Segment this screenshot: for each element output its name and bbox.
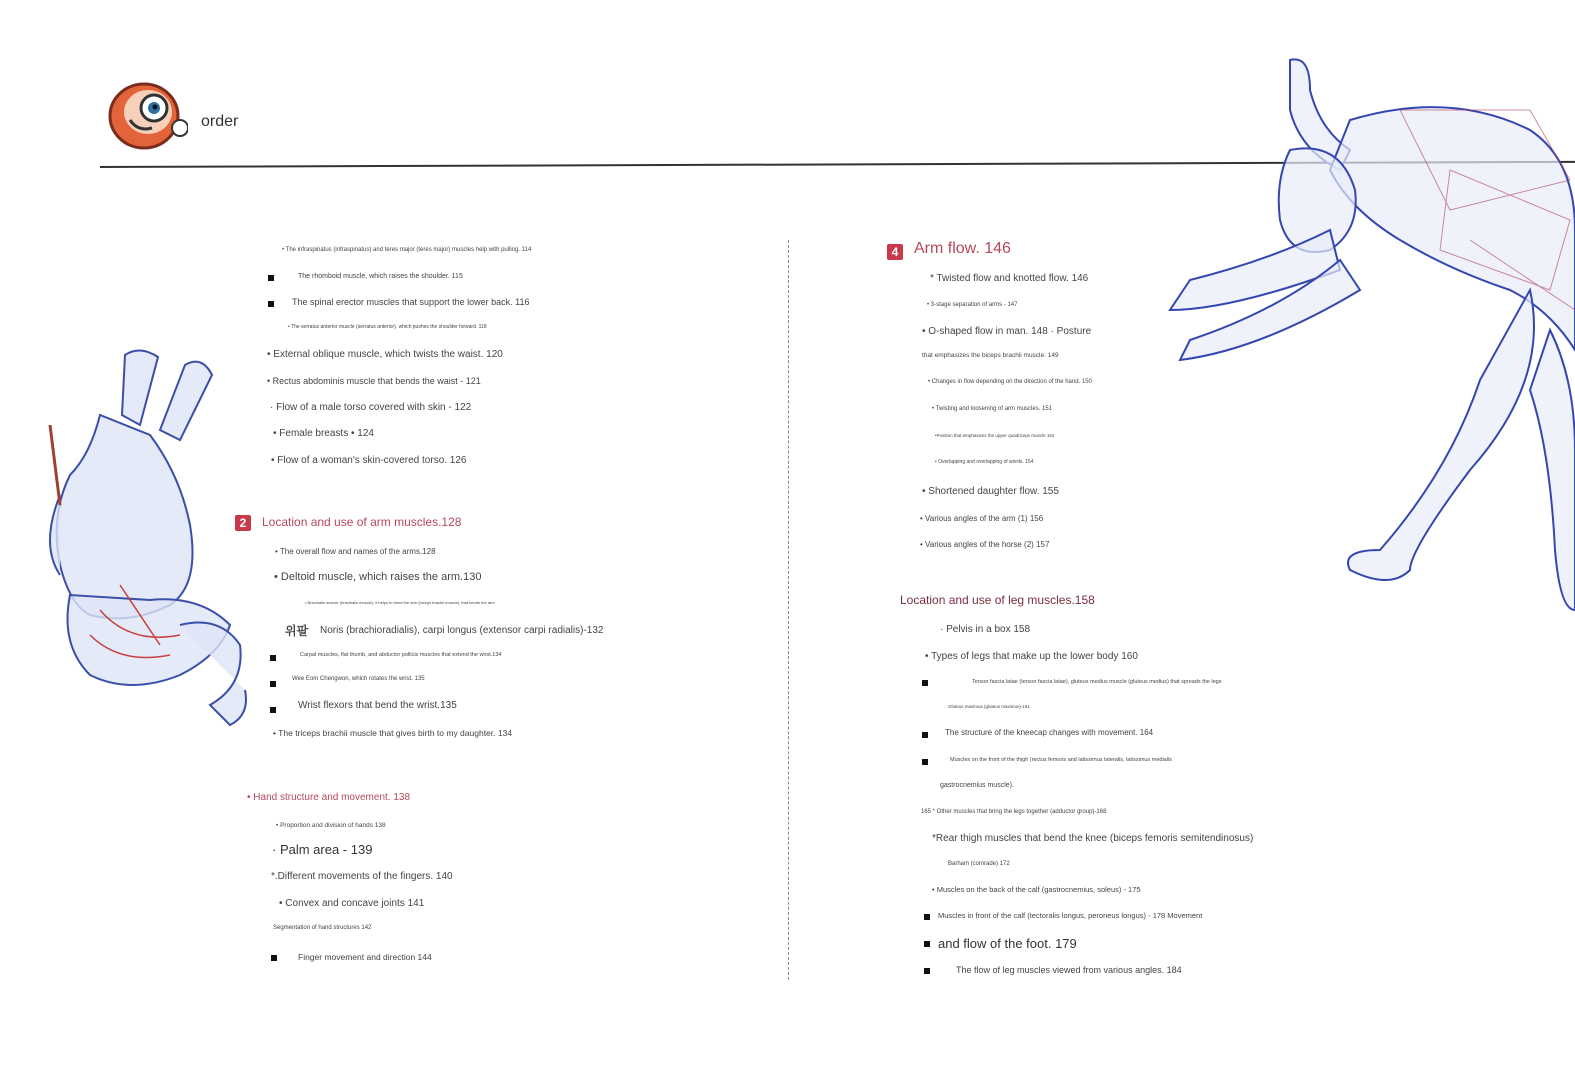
bullet-square-icon	[270, 655, 276, 661]
section-number-badge: 4	[887, 244, 903, 260]
toc-entry: • Various angles of the horse (2) 157	[920, 540, 1050, 549]
bullet-square-icon	[922, 680, 928, 686]
toc-entry: The spinal erector muscles that support the lower back. 116	[292, 297, 530, 307]
seated-figure-drawing-icon	[30, 345, 260, 735]
toc-entry: • Deltoid muscle, which raises the arm.130	[274, 571, 482, 583]
column-divider	[788, 240, 789, 980]
dynamic-figure-drawing-icon	[1150, 50, 1575, 630]
toc-entry: • Shortened daughter flow. 155	[922, 486, 1059, 497]
toc-entry: • The overall flow and names of the arms.128	[275, 547, 436, 556]
toc-entry: • Proportion and division of hands 138	[276, 822, 386, 829]
toc-entry: * Twisted flow and knotted flow. 146	[930, 273, 1089, 284]
bullet-square-icon	[924, 968, 930, 974]
toc-entry: • Twisting and loosening of arm muscles. 151	[932, 406, 1053, 412]
toc-entry: The rhomboid muscle, which raises the shoulder. 115	[298, 273, 463, 280]
toc-entry: Wrist flexors that bend the wrist.135	[298, 700, 457, 711]
toc-entry: 165 * Other muscles that bring the legs together (adductor group)-168	[921, 809, 1107, 815]
toc-entry: and flow of the foot. 179	[938, 936, 1077, 951]
bullet-square-icon	[271, 955, 277, 961]
toc-entry: · Flow of a male torso covered with skin - 122	[270, 402, 472, 413]
toc-entry: Carpal muscles, flat thumb, and abductor pollicis muscles that extend the wrist.134	[300, 652, 502, 658]
section-number-badge: 2	[235, 515, 251, 531]
bullet-square-icon	[270, 707, 276, 713]
toc-entry: Finger movement and direction 144	[298, 952, 432, 962]
toc-entry: Tensor fascia latae (tensor fascia latae), gluteus medius muscle (gluteus medius) that spreads the legs	[972, 679, 1222, 685]
section-title: Location and use of leg muscles.158	[900, 593, 1095, 607]
bullet-square-icon	[922, 759, 928, 765]
toc-entry: Barham (comrade) 172	[948, 861, 1010, 867]
toc-entry: gastrocnemius muscle).	[940, 782, 1014, 789]
toc-entry: Muscles in front of the calf (tectoralis longus, peroneus longus) - 178 Movement	[938, 911, 1203, 920]
toc-entry: 위팔	[285, 624, 309, 638]
toc-entry: Gluteus maximus (gluteus maximus)-161	[948, 704, 1030, 709]
toc-entry: • The triceps brachii muscle that gives birth to my daughter. 134	[273, 728, 513, 738]
toc-entry: • The infraspinatus (infraspinatus) and teres major (teres major) muscles help with pulling. 114	[282, 247, 532, 253]
toc-entry: • O-shaped flow in man. 148 · Posture	[922, 326, 1092, 337]
bullet-square-icon	[268, 301, 274, 307]
toc-entry: *Rear thigh muscles that bend the knee (biceps femoris semitendinosus)	[932, 833, 1254, 844]
toc-entry: Muscles on the front of the thigh (rectus femoris and latissimus lateralis, latissimus medialis	[950, 757, 1172, 763]
bullet-square-icon	[924, 914, 930, 920]
subsection-title: • Hand structure and movement. 138	[247, 792, 411, 803]
toc-entry: • Muscles on the back of the calf (gastrocnemius, soleus) - 175	[932, 885, 1141, 894]
toc-entry: • Various angles of the arm (1) 156	[920, 514, 1044, 523]
toc-entry: • 3-stage separation of arms - 147	[927, 302, 1018, 308]
toc-entry: • Brachialis muscle (brachialis muscle), it helps to bend the arm (biceps brachii muscle), that bends the arm	[305, 600, 495, 605]
toc-entry: • Changes in flow depending on the direction of the hand. 150	[928, 379, 1092, 385]
toc-entry: • External oblique muscle, which twists the waist. 120	[267, 349, 503, 360]
toc-entry: • Types of legs that make up the lower body 160	[925, 651, 1138, 662]
section-title: Arm flow. 146	[914, 240, 1011, 257]
bullet-square-icon	[924, 941, 930, 947]
toc-entry: · Palm area - 139	[272, 842, 373, 857]
toc-entry: · Pelvis in a box 158	[940, 624, 1031, 635]
order-label: order	[201, 113, 239, 130]
toc-entry: • Overlapping and overlapping of words. 154	[935, 459, 1034, 465]
toc-entry: • The serratus anterior muscle (serratus anterior), which pushes the shoulder forward. 118	[288, 324, 487, 330]
toc-entry: The structure of the kneecap changes with movement. 164	[945, 728, 1154, 737]
toc-entry: that emphasizes the biceps brachii muscle. 149	[922, 352, 1059, 359]
eye-cartoon-logo-icon	[108, 80, 188, 150]
toc-entry: Noris (brachioradialis), carpi longus (extensor carpi radialis)-132	[320, 625, 604, 636]
toc-entry: *.Different movements of the fingers. 140	[271, 871, 453, 882]
section-title: Location and use of arm muscles.128	[262, 515, 462, 529]
bullet-square-icon	[922, 732, 928, 738]
bullet-square-icon	[268, 275, 274, 281]
toc-entry: • Female breasts • 124	[273, 428, 374, 439]
toc-entry: Wee Eom Chengwon, which rotates the wrist. 135	[292, 676, 425, 682]
toc-entry: •Position that emphasizes the upper quadriceps muscle 152	[935, 433, 1055, 438]
toc-entry: • Rectus abdominis muscle that bends the waist - 121	[267, 376, 481, 386]
bullet-square-icon	[270, 681, 276, 687]
toc-entry: The flow of leg muscles viewed from various angles. 184	[956, 965, 1182, 975]
toc-entry: Segmentation of hand structures 142	[273, 925, 372, 931]
toc-entry: • Convex and concave joints 141	[279, 898, 425, 909]
toc-entry: • Flow of a woman's skin-covered torso. 126	[271, 455, 467, 466]
